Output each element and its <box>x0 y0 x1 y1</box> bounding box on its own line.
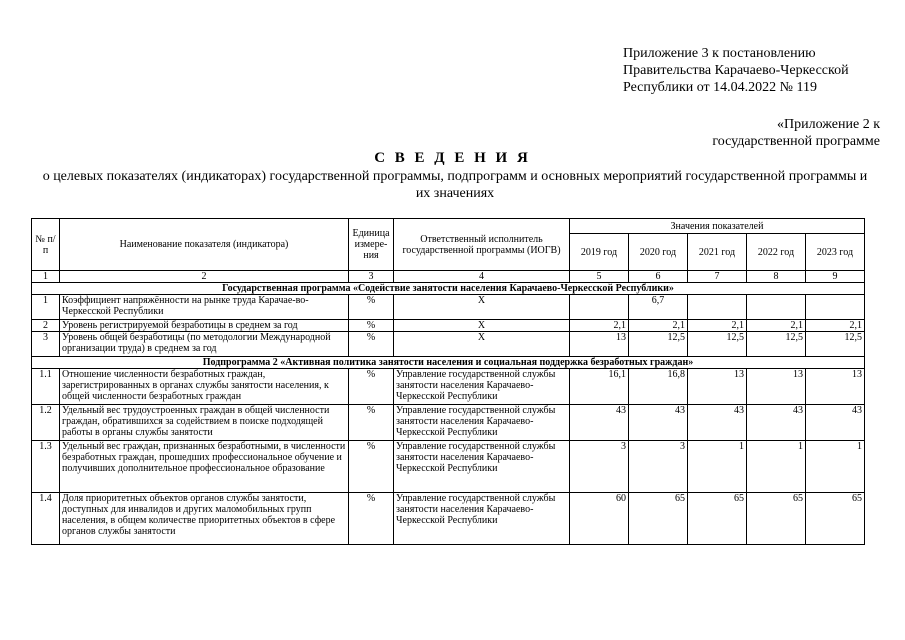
col-number: 4 <box>394 271 570 283</box>
table-row <box>32 493 865 545</box>
appendix2-line: «Приложение 2 к <box>777 117 880 132</box>
row-executor: Управление государственной службы занятости населения Карачаево-Черкесской Республики <box>394 405 570 441</box>
row-unit: % <box>349 493 394 545</box>
appendix3-line: Правительства Карачаево-Черкесской <box>623 63 849 78</box>
row-unit: % <box>349 295 394 320</box>
row-name: Удельный вес граждан, признанных безработными, в численности безработных граждан, прошедших профессиональное обучение и получивших дополнительное профессиональное образование <box>60 441 349 493</box>
row-value <box>747 295 806 320</box>
row-value: 65 <box>629 493 688 545</box>
row-value: 2,1 <box>806 320 865 332</box>
row-executor: Управление государственной службы занятости населения Карачаево-Черкесской Республики <box>394 369 570 405</box>
row-name: Отношение численности безработных граждан, зарегистрированных в органах службы занятости населения, к общей численности безработных граждан <box>60 369 349 405</box>
col-number: 1 <box>32 271 60 283</box>
row-executor: Х <box>394 295 570 320</box>
row-num: 2 <box>32 320 60 332</box>
row-executor: Х <box>394 332 570 357</box>
row-value: 2,1 <box>629 320 688 332</box>
appendix3-note <box>623 45 893 96</box>
row-value: 43 <box>688 405 747 441</box>
col-header-num: № п/п <box>32 219 60 271</box>
row-num: 1.2 <box>32 405 60 441</box>
row-value <box>806 295 865 320</box>
col-number: 6 <box>629 271 688 283</box>
subprogram-title: Подпрограмма 2 «Активная политика занятости населения и социальная поддержка безработных граждан» <box>32 357 865 369</box>
row-unit: % <box>349 369 394 405</box>
document-subtitle: о целевых показателях (индикаторах) государственной программы, подпрограмм и основных мероприятий государственной программы и их значениях <box>42 169 868 201</box>
row-value: 16,8 <box>629 369 688 405</box>
row-value: 65 <box>806 493 865 545</box>
col-number-row <box>32 271 865 283</box>
program-title: Государственная программа «Содействие занятости населения Карачаево-Черкесской Республики» <box>32 283 865 295</box>
row-unit: % <box>349 441 394 493</box>
col-number: 7 <box>688 271 747 283</box>
section-row-program <box>32 283 865 295</box>
table-row <box>32 320 865 332</box>
table-row <box>32 441 865 493</box>
appendix2-note <box>640 116 880 150</box>
row-unit: % <box>349 320 394 332</box>
row-value: 12,5 <box>688 332 747 357</box>
row-name: Удельный вес трудоустроенных граждан в общей численности граждан, обратившихся за содействием в поиске подходящей работы в органы службы занятости <box>60 405 349 441</box>
row-value: 43 <box>570 405 629 441</box>
col-header-executor: Ответственный исполнитель государственной программы (ИОГВ) <box>394 219 570 271</box>
row-value: 12,5 <box>806 332 865 357</box>
row-value: 1 <box>747 441 806 493</box>
row-executor: Х <box>394 320 570 332</box>
row-value: 3 <box>629 441 688 493</box>
col-number: 3 <box>349 271 394 283</box>
row-unit: % <box>349 405 394 441</box>
row-value: 12,5 <box>629 332 688 357</box>
row-value: 13 <box>747 369 806 405</box>
table-row <box>32 405 865 441</box>
col-header-values: Значения показателей <box>570 219 865 234</box>
col-number: 8 <box>747 271 806 283</box>
row-value: 12,5 <box>747 332 806 357</box>
col-number: 9 <box>806 271 865 283</box>
row-num: 1 <box>32 295 60 320</box>
row-value: 65 <box>688 493 747 545</box>
row-value: 2,1 <box>688 320 747 332</box>
table-row <box>32 295 865 320</box>
row-value: 16,1 <box>570 369 629 405</box>
table-row <box>32 332 865 357</box>
row-value: 2,1 <box>747 320 806 332</box>
row-value: 43 <box>629 405 688 441</box>
col-header-unit: Единица измере-ния <box>349 219 394 271</box>
appendix3-line: Приложение 3 к постановлению <box>623 46 816 61</box>
col-header-year: 2023 год <box>806 234 865 271</box>
appendix3-line: Республики от 14.04.2022 № 119 <box>623 80 818 95</box>
row-value <box>688 295 747 320</box>
row-value: 13 <box>688 369 747 405</box>
row-num: 1.3 <box>32 441 60 493</box>
row-name: Доля приоритетных объектов органов службы занятости, доступных для инвалидов и других маломобильных групп населения, в общем количестве приоритетных объектов в сфере органов службы занятости <box>60 493 349 545</box>
document-title: С В Е Д Е Н И Я <box>374 150 531 166</box>
col-header-year: 2020 год <box>629 234 688 271</box>
section-row-subprogram <box>32 357 865 369</box>
row-num: 3 <box>32 332 60 357</box>
row-unit: % <box>349 332 394 357</box>
row-value: 43 <box>747 405 806 441</box>
row-executor: Управление государственной службы занятости населения Карачаево-Черкесской Республики <box>394 441 570 493</box>
row-value: 13 <box>570 332 629 357</box>
col-header-year: 2021 год <box>688 234 747 271</box>
row-value: 2,1 <box>570 320 629 332</box>
row-executor: Управление государственной службы занятости населения Карачаево-Черкесской Республики <box>394 493 570 545</box>
table-row <box>32 369 865 405</box>
row-value: 6,7 <box>629 295 688 320</box>
row-num: 1.1 <box>32 369 60 405</box>
row-value: 13 <box>806 369 865 405</box>
row-value: 1 <box>688 441 747 493</box>
col-header-name: Наименование показателя (индикатора) <box>60 219 349 271</box>
row-num: 1.4 <box>32 493 60 545</box>
row-value: 65 <box>747 493 806 545</box>
col-header-year: 2019 год <box>570 234 629 271</box>
row-name: Уровень общей безработицы (по методологии Международной организации труда) в среднем за год <box>60 332 349 357</box>
row-value <box>570 295 629 320</box>
row-value: 1 <box>806 441 865 493</box>
row-name: Коэффициент напряжённости на рынке труда Карачае-во-Черкесской Республики <box>60 295 349 320</box>
col-number: 2 <box>60 271 349 283</box>
indicators-table <box>31 218 865 545</box>
row-value: 3 <box>570 441 629 493</box>
col-header-year: 2022 год <box>747 234 806 271</box>
col-number: 5 <box>570 271 629 283</box>
row-name: Уровень регистрируемой безработицы в среднем за год <box>60 320 349 332</box>
row-value: 43 <box>806 405 865 441</box>
row-value: 60 <box>570 493 629 545</box>
appendix2-line: государственной программе <box>712 134 880 149</box>
